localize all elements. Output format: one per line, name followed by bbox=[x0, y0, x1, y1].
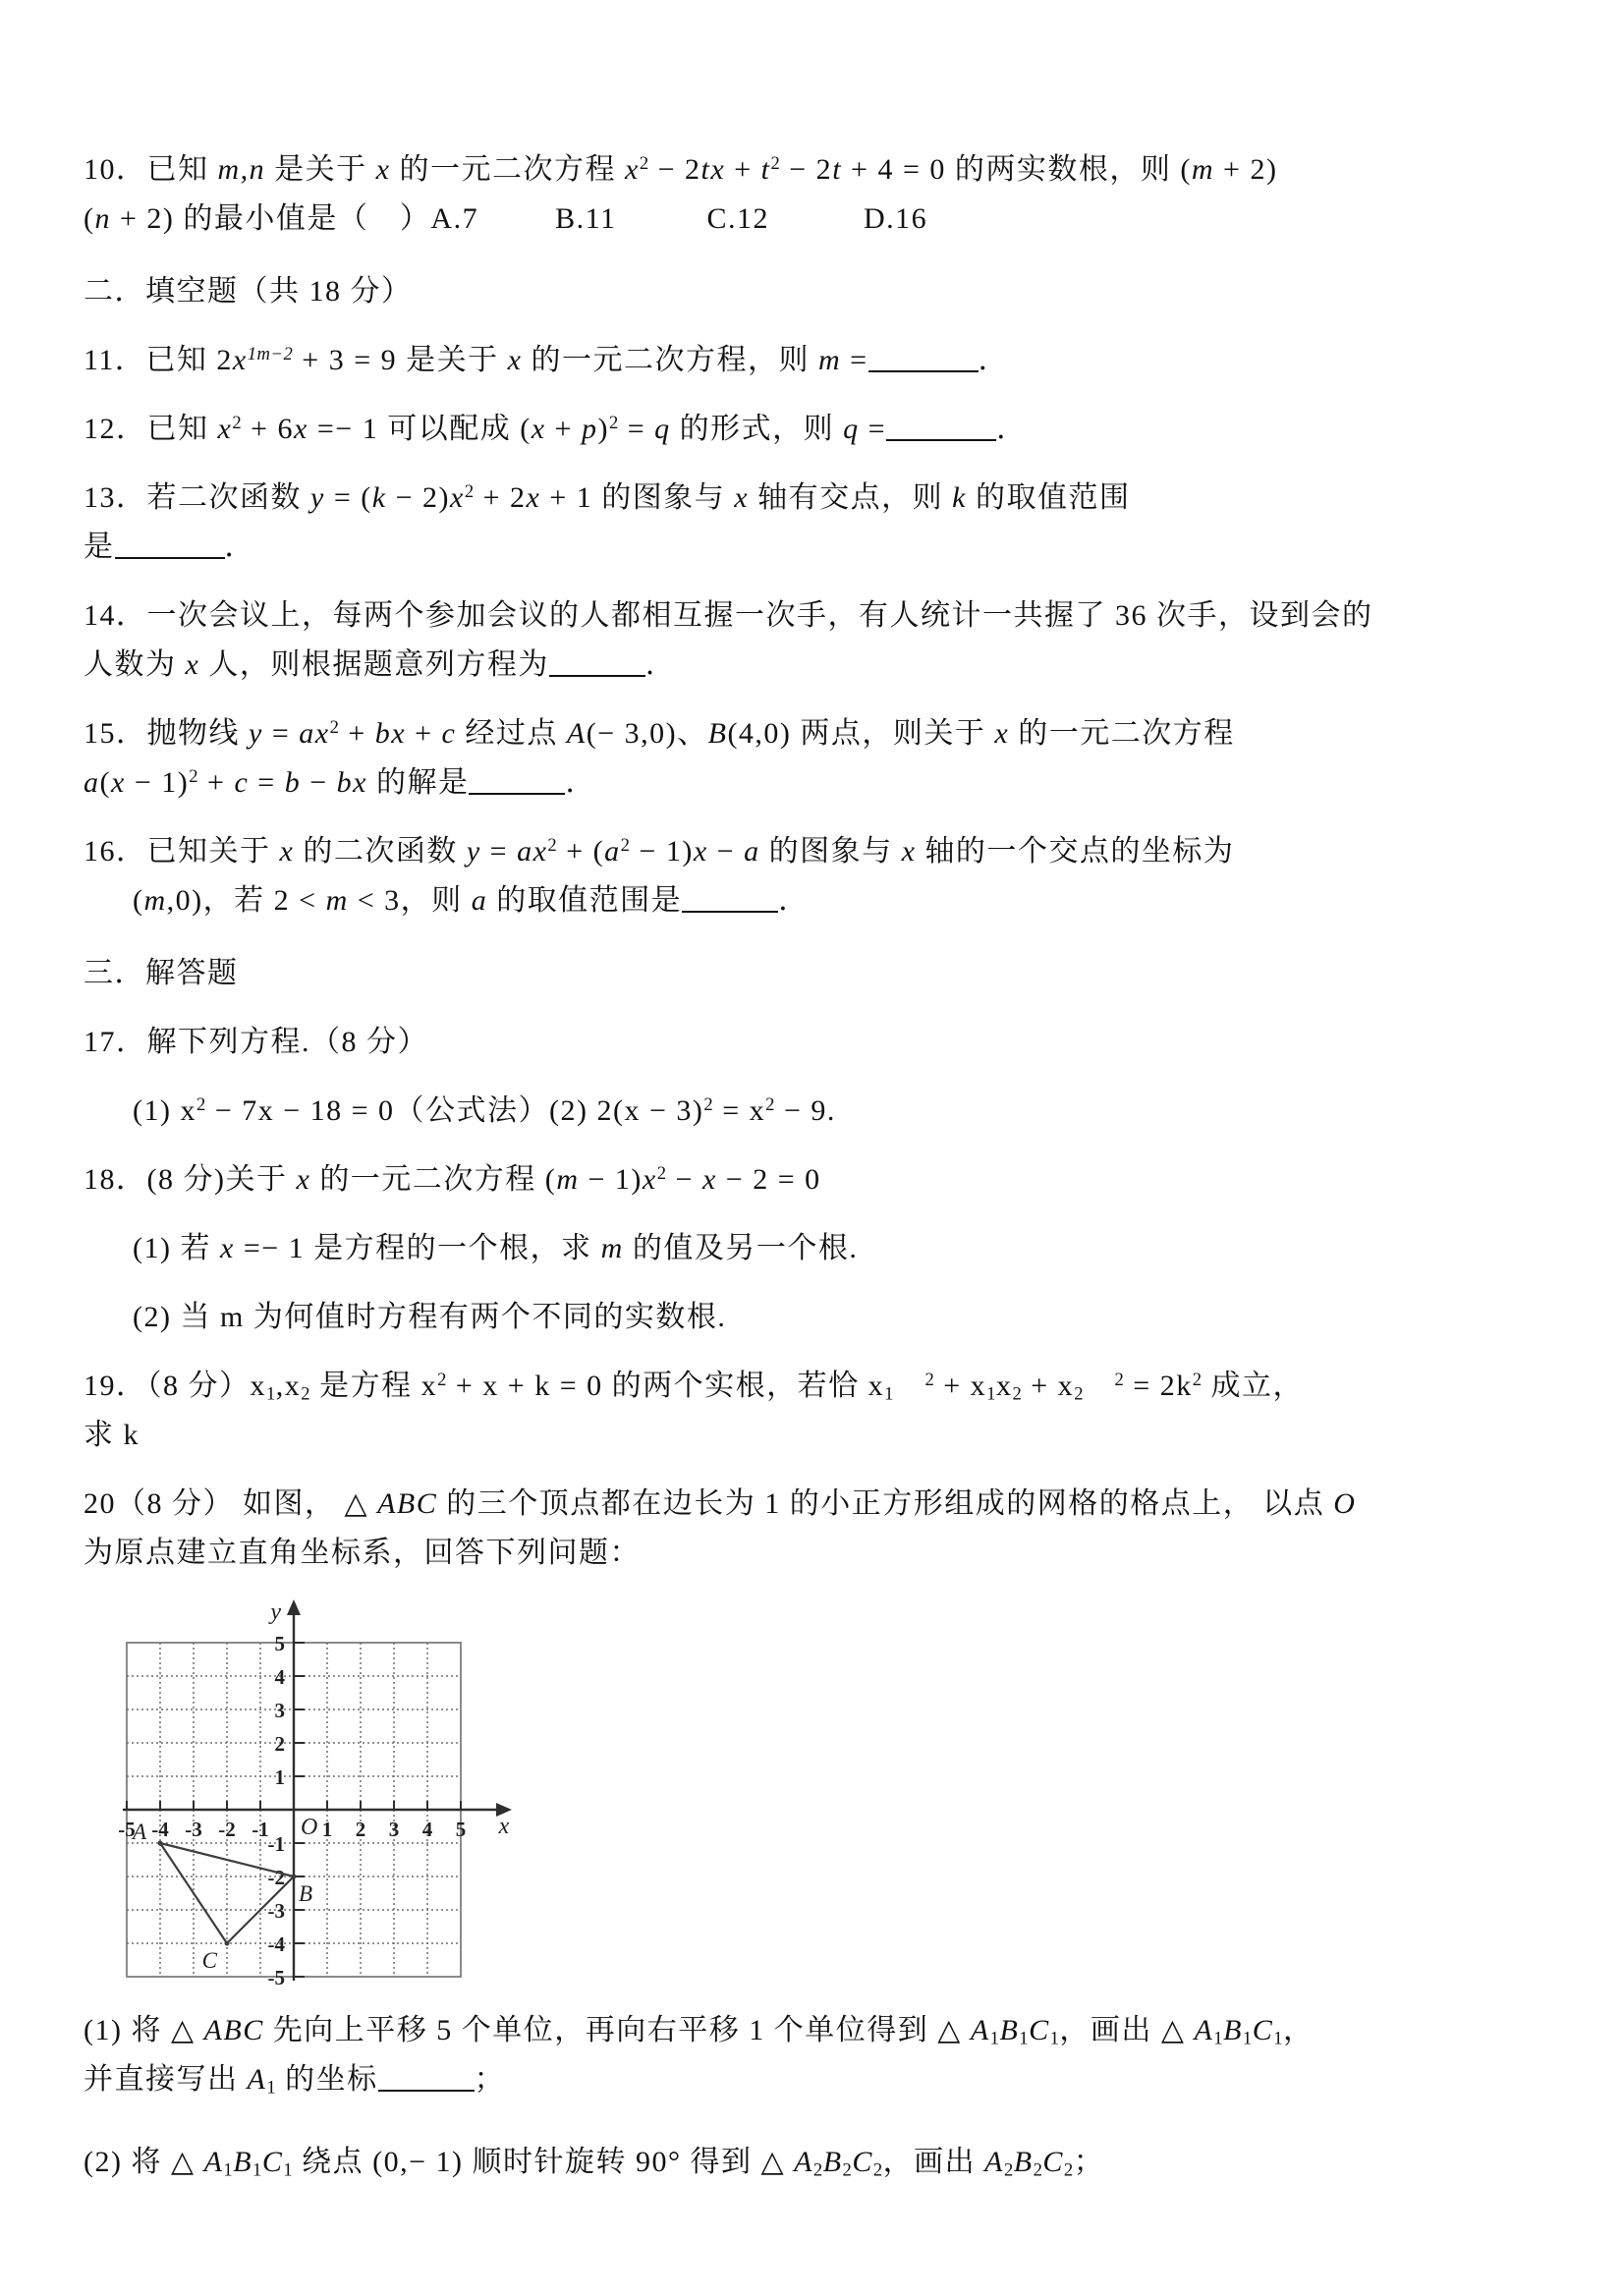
text-run: = bbox=[262, 717, 300, 750]
y-tick-label: 4 bbox=[274, 1665, 285, 1689]
q15-line1 bbox=[84, 709, 1546, 758]
math-var: ABC bbox=[203, 2014, 264, 2046]
text-run: + x bbox=[934, 1370, 987, 1402]
math-var: x bbox=[642, 1163, 657, 1196]
text-run: + 1 的图象与 bbox=[540, 481, 735, 514]
text-run: ． bbox=[778, 884, 810, 917]
text-run: ,0)，若 2 < bbox=[166, 884, 326, 917]
q12 bbox=[84, 405, 1546, 454]
text-run: + ( bbox=[557, 835, 605, 868]
math-var: m bbox=[600, 1232, 624, 1264]
text-run: ,x bbox=[275, 1370, 302, 1402]
math-var: x bbox=[507, 344, 523, 376]
math-var: x bbox=[375, 153, 391, 186]
text-run: 2 bbox=[924, 1369, 935, 1390]
document-body bbox=[84, 145, 1546, 2187]
math-var: O bbox=[1333, 1487, 1357, 1520]
text-run: 是方程 x bbox=[310, 1370, 438, 1402]
math-var: A bbox=[984, 2146, 1004, 2178]
answer-blank bbox=[868, 366, 979, 372]
math-var: m bbox=[143, 884, 167, 917]
text-run: (2) 当 m 为何值时方程有两个不同的实数根. bbox=[133, 1301, 727, 1333]
text-run: = 2k bbox=[1124, 1370, 1193, 1402]
text-run: + x + k = 0 的两个实根，若恰 x bbox=[446, 1370, 885, 1402]
text-run: 的值及另一个根. bbox=[623, 1232, 859, 1264]
text-run: ． bbox=[565, 766, 596, 799]
text-run: 13．若二次函数 bbox=[84, 481, 310, 514]
y-tick-label: -2 bbox=[267, 1866, 285, 1889]
text-run: 2 bbox=[656, 1162, 667, 1184]
text-run: 2 bbox=[329, 716, 340, 738]
math-var: x bbox=[531, 413, 546, 445]
x-tick-label: -4 bbox=[151, 1818, 169, 1841]
text-run: 2 bbox=[1074, 1383, 1084, 1405]
q20-line1 bbox=[84, 1480, 1546, 1529]
text-run: 2 bbox=[1003, 2159, 1014, 2181]
answer-blank bbox=[886, 435, 996, 441]
triangle-vertex-a bbox=[158, 1841, 163, 1846]
text-run: − bbox=[666, 1163, 702, 1196]
text-run: − 2 bbox=[648, 153, 701, 186]
math-var: t bbox=[832, 153, 843, 186]
math-var: A bbox=[566, 717, 587, 750]
text-run: 2 bbox=[1114, 1369, 1125, 1390]
q15-line2 bbox=[84, 758, 1546, 808]
math-var: A bbox=[794, 2146, 813, 2178]
text-run: = bbox=[618, 413, 655, 445]
text-run: 14．一次会议上，每两个参加会议的人都相互握一次手，有人统计一共握了 36 次手，设到会的 bbox=[84, 599, 1373, 632]
text-run: 为原点建立直角坐标系，回答下列问题： bbox=[84, 1537, 641, 1569]
answer-blank bbox=[549, 671, 645, 677]
math-var: A bbox=[247, 2063, 267, 2096]
text-run: 2 bbox=[842, 2159, 853, 2181]
math-var: n bbox=[94, 202, 111, 235]
q14-line1 bbox=[84, 591, 1546, 641]
y-tick-label: 3 bbox=[274, 1699, 285, 1722]
text-run: + 6 bbox=[242, 413, 295, 445]
text-run: − bbox=[301, 766, 337, 799]
q16-line2 bbox=[133, 876, 1546, 925]
math-var: B bbox=[1013, 2146, 1034, 2178]
text-run: 2 bbox=[812, 2159, 823, 2181]
text-run: 二．填空题（共 18 分） bbox=[84, 275, 413, 308]
math-var: m bbox=[325, 884, 349, 917]
text-run: 1 bbox=[986, 1383, 996, 1405]
q10-line2-options bbox=[84, 195, 1546, 244]
text-run: − 1) bbox=[125, 766, 190, 799]
text-run: 1 bbox=[223, 2159, 234, 2181]
text-run: 18．(8 分)关于 bbox=[84, 1163, 297, 1196]
q10-line1 bbox=[84, 145, 1546, 195]
coordinate-grid bbox=[87, 1584, 1546, 2000]
math-var: x bbox=[217, 413, 233, 445]
y-axis-label: y bbox=[270, 1599, 281, 1625]
text-run: 的取值范围 bbox=[966, 481, 1131, 514]
math-var: a bbox=[744, 835, 760, 868]
text-run: ) bbox=[597, 413, 609, 445]
math-var: q bbox=[654, 413, 671, 445]
math-var: a bbox=[471, 884, 488, 917]
text-run: (1) 若 bbox=[133, 1232, 220, 1264]
math-var: x bbox=[901, 835, 917, 868]
math-var: A bbox=[1194, 2014, 1214, 2046]
math-var: A bbox=[970, 2014, 990, 2046]
text-run: 的一元二次方程 bbox=[1009, 717, 1235, 750]
text-run: + bbox=[725, 153, 761, 186]
text-run: 2 bbox=[703, 1093, 714, 1115]
text-run: 2 bbox=[437, 1369, 447, 1390]
text-run: ，画出 △ bbox=[1059, 2014, 1195, 2046]
math-var: q bbox=[843, 413, 860, 445]
text-run: = bbox=[859, 413, 887, 445]
math-var: c bbox=[234, 766, 250, 799]
math-var: bx bbox=[374, 717, 407, 750]
math-var: x bbox=[625, 153, 640, 186]
math-var: y bbox=[310, 481, 325, 514]
text-run: 的形式，则 bbox=[670, 413, 844, 445]
math-var: x bbox=[232, 344, 248, 376]
vertex-label-a: A bbox=[132, 1820, 146, 1844]
text-run: + 4 = 0 的两实数根，则 ( bbox=[842, 153, 1192, 186]
math-var: B bbox=[707, 717, 728, 750]
text-run: 的取值范围是 bbox=[487, 884, 683, 917]
math-var: C bbox=[1252, 2014, 1274, 2046]
triangle-vertex-c bbox=[225, 1941, 230, 1946]
y-tick-label: -4 bbox=[267, 1932, 285, 1956]
text-run: 2 bbox=[872, 2159, 883, 2181]
x-tick-label: -2 bbox=[218, 1818, 236, 1841]
math-var: 1m−2 bbox=[247, 343, 294, 364]
x-tick-label: -5 bbox=[118, 1818, 136, 1841]
text-run: + bbox=[339, 717, 375, 750]
text-run: ( bbox=[84, 202, 95, 235]
text-run: = bbox=[249, 766, 285, 799]
text-run: 2 bbox=[639, 152, 649, 174]
text-run: B.11 bbox=[555, 202, 617, 235]
text-run bbox=[1084, 1370, 1115, 1402]
text-run: (4,0) 两点，则关于 bbox=[727, 717, 995, 750]
y-tick-label: 1 bbox=[274, 1765, 285, 1789]
text-run: 轴有交点，则 bbox=[749, 481, 953, 514]
text-run: 1 bbox=[252, 2159, 262, 2181]
math-var: x bbox=[111, 766, 126, 799]
text-run: (1) 将 △ bbox=[84, 2014, 204, 2046]
math-var: C bbox=[1029, 2014, 1050, 2046]
math-var: m bbox=[817, 344, 842, 376]
math-var: a bbox=[604, 835, 621, 868]
section-2-header bbox=[84, 267, 1546, 316]
y-tick-label: -5 bbox=[267, 1966, 285, 1989]
q19-line1 bbox=[84, 1362, 1546, 1411]
text-run: ． bbox=[224, 531, 255, 563]
y-tick-label: -1 bbox=[267, 1832, 285, 1856]
text-run: 的二次函数 bbox=[294, 835, 467, 868]
math-var: x bbox=[185, 648, 200, 681]
y-tick-label: 5 bbox=[274, 1632, 285, 1655]
x-tick-label: 3 bbox=[388, 1818, 400, 1841]
text-run: < 3，则 bbox=[348, 884, 472, 917]
text-run: ( bbox=[133, 884, 144, 917]
text-run: 成立， bbox=[1202, 1370, 1304, 1402]
math-var: m,n bbox=[217, 153, 266, 186]
text-run: ． bbox=[996, 413, 1028, 445]
text-run: = x bbox=[713, 1094, 766, 1127]
q17-parts bbox=[133, 1087, 1546, 1136]
text-run: 20（8 分） 如图， △ bbox=[84, 1487, 378, 1520]
text-run: 2 bbox=[196, 1093, 206, 1115]
text-run: 12．已知 bbox=[84, 413, 218, 445]
text-run: 1 bbox=[1049, 2028, 1060, 2049]
text-run: 是 bbox=[84, 531, 115, 563]
text-run: 轴的一个交点的坐标为 bbox=[916, 835, 1235, 868]
text-run: + 2) 的最小值是（ ）A.7 bbox=[111, 202, 479, 235]
text-run: 1 bbox=[1242, 2028, 1253, 2049]
math-var: p bbox=[581, 413, 598, 445]
text-run: =− 1 是方程的一个根，求 bbox=[234, 1232, 601, 1264]
text-run: 1 bbox=[266, 1383, 276, 1405]
text-run: ，画出 bbox=[882, 2146, 985, 2178]
text-run: − 1) bbox=[579, 1163, 643, 1196]
text-run: D.16 bbox=[864, 202, 928, 235]
text-run: 11．已知 2 bbox=[84, 344, 233, 376]
x-tick-label: 4 bbox=[421, 1818, 433, 1841]
text-run: = bbox=[480, 835, 518, 868]
math-var: y bbox=[249, 717, 263, 750]
text-run: 人，则根据题意列方程为 bbox=[199, 648, 549, 681]
text-run: 16．已知关于 bbox=[84, 835, 280, 868]
math-var: x bbox=[296, 1163, 311, 1196]
text-run: 的三个顶点都在边长为 1 的小正方形组成的网格的格点上， 以点 bbox=[437, 1487, 1334, 1520]
math-var: B bbox=[822, 2146, 843, 2178]
math-var: x bbox=[219, 1232, 235, 1264]
text-run: + x bbox=[1022, 1370, 1075, 1402]
math-var: x bbox=[450, 481, 465, 514]
text-run bbox=[894, 1370, 925, 1402]
x-axis-label: x bbox=[498, 1814, 510, 1839]
text-run: 2 bbox=[1012, 1383, 1023, 1405]
text-run: (1) x bbox=[133, 1094, 196, 1127]
origin-label: O bbox=[301, 1815, 318, 1840]
answer-blank bbox=[115, 553, 225, 559]
math-var: bx bbox=[336, 766, 367, 799]
text-run: C.12 bbox=[706, 202, 769, 235]
text-run: ． bbox=[978, 344, 1010, 376]
math-var: m bbox=[556, 1163, 580, 1196]
y-tick-label: -3 bbox=[267, 1899, 285, 1923]
text-run: 的一元二次方程 ( bbox=[310, 1163, 557, 1196]
text-run: 1 bbox=[989, 2028, 1000, 2049]
answer-blank bbox=[469, 789, 565, 795]
q20-sub2 bbox=[84, 2138, 1546, 2187]
text-run: (− 3,0)、 bbox=[586, 717, 708, 750]
text-run: 的图象与 bbox=[759, 835, 902, 868]
q13-line2 bbox=[84, 523, 1546, 572]
q16-line1 bbox=[84, 827, 1546, 876]
math-var: k bbox=[952, 481, 967, 514]
text-run: 2 bbox=[1033, 2159, 1043, 2181]
x-tick-label: -3 bbox=[185, 1818, 202, 1841]
q13-line1 bbox=[84, 474, 1546, 523]
math-var: x bbox=[701, 1163, 717, 1196]
text-run: (2) 将 △ bbox=[84, 2146, 204, 2178]
text-run: + 2) bbox=[1214, 153, 1278, 186]
text-run: 17．解下列方程.（8 分） bbox=[84, 1026, 428, 1058]
text-run: − 9. bbox=[774, 1094, 836, 1127]
text-run: 2 bbox=[608, 412, 619, 433]
text-run: 1 bbox=[884, 1383, 894, 1405]
text-run: + 2 bbox=[474, 481, 527, 514]
vertex-label-b: B bbox=[299, 1881, 313, 1906]
section-3-header bbox=[84, 949, 1546, 998]
text-run: = bbox=[841, 344, 868, 376]
text-run: 1 bbox=[283, 2159, 294, 2181]
vertex-label-c: C bbox=[201, 1948, 217, 1973]
text-run: − 2 = 0 bbox=[716, 1163, 821, 1196]
text-run: 绕点 (0,− 1) 顺时针旋转 90° 得到 △ bbox=[293, 2146, 795, 2178]
math-var: B bbox=[999, 2014, 1020, 2046]
text-run: 求 k bbox=[84, 1419, 140, 1451]
math-var: t bbox=[760, 153, 771, 186]
q19-line2 bbox=[84, 1411, 1546, 1460]
text-run: ； bbox=[1073, 2146, 1105, 2178]
x-tick-label: 5 bbox=[455, 1818, 467, 1841]
math-var: ABC bbox=[377, 1487, 438, 1520]
text-run: 经过点 bbox=[456, 717, 567, 750]
text-run: 1 bbox=[1273, 2028, 1284, 2049]
math-var: x bbox=[526, 481, 541, 514]
x-tick-label: 2 bbox=[355, 1818, 366, 1841]
q11 bbox=[84, 336, 1546, 385]
text-run: 10．已知 bbox=[84, 153, 218, 186]
math-var: x bbox=[994, 717, 1010, 750]
math-var: x bbox=[734, 481, 750, 514]
text-run: 2 bbox=[1063, 2159, 1074, 2181]
math-var: m bbox=[1191, 153, 1215, 186]
text-run: 三．解答题 bbox=[84, 957, 239, 989]
math-var: B bbox=[1223, 2014, 1243, 2046]
answer-blank bbox=[682, 907, 778, 913]
text-run: − 2 bbox=[780, 153, 833, 186]
text-run: =− 1 可以配成 ( bbox=[308, 413, 532, 445]
q20-sub1-line2 bbox=[84, 2055, 1546, 2104]
text-run: = ( bbox=[324, 481, 372, 514]
x-tick-label: 1 bbox=[321, 1818, 333, 1841]
text-run: 人数为 bbox=[84, 648, 186, 681]
text-run: 2 bbox=[464, 480, 475, 502]
text-run: − bbox=[707, 835, 745, 868]
text-run: ． bbox=[644, 648, 677, 681]
triangle-vertex-b bbox=[292, 1875, 297, 1879]
math-var: B bbox=[233, 2146, 253, 2178]
text-run: 1 bbox=[1019, 2028, 1030, 2049]
text-run: + bbox=[198, 766, 235, 799]
text-run: ( bbox=[99, 766, 111, 799]
math-var: c bbox=[441, 717, 457, 750]
text-run: 2 bbox=[620, 834, 631, 856]
text-run: ； bbox=[474, 2063, 506, 2096]
text-run: 15．抛物线 bbox=[84, 717, 249, 750]
q20-sub1-line1 bbox=[84, 2006, 1546, 2055]
text-run: 2 bbox=[770, 152, 781, 174]
text-run: 2 bbox=[232, 412, 243, 433]
q14-line2 bbox=[84, 641, 1546, 690]
text-run: 2 bbox=[189, 765, 199, 787]
text-run: 的一元二次方程 bbox=[390, 153, 625, 186]
math-var: x bbox=[693, 835, 708, 868]
text-run: + 3 = 9 是关于 bbox=[293, 344, 508, 376]
math-var: k bbox=[371, 481, 387, 514]
x-tick-label: -1 bbox=[252, 1818, 269, 1841]
text-run: − 7x − 18 = 0（公式法）(2) 2(x − 3) bbox=[205, 1094, 704, 1127]
text-run: 的坐标 bbox=[276, 2063, 378, 2096]
text-run: − 2) bbox=[386, 481, 450, 514]
math-var: ax bbox=[517, 835, 548, 868]
math-var: x bbox=[279, 835, 295, 868]
math-var: C bbox=[852, 2146, 873, 2178]
text-run: 1 bbox=[266, 2077, 277, 2099]
text-run: 的解是 bbox=[366, 766, 470, 799]
text-run: 先向上平移 5 个单位，再向右平移 1 个单位得到 △ bbox=[263, 2014, 971, 2046]
text-run: − 1) bbox=[630, 835, 694, 868]
text-run: 2 bbox=[765, 1093, 775, 1115]
math-var: b bbox=[284, 766, 302, 799]
y-tick-label: 2 bbox=[274, 1732, 285, 1756]
math-var: a bbox=[84, 766, 100, 799]
q18-part2 bbox=[133, 1293, 1546, 1342]
text-run: ， bbox=[1283, 2014, 1315, 2046]
answer-blank bbox=[378, 2086, 475, 2092]
text-run: + bbox=[545, 413, 582, 445]
math-var: ax bbox=[299, 717, 330, 750]
q18 bbox=[84, 1155, 1546, 1204]
math-var: y bbox=[466, 835, 481, 868]
math-var: C bbox=[261, 2146, 284, 2178]
text-run: 2 bbox=[547, 834, 558, 856]
text-run: 1 bbox=[1213, 2028, 1224, 2049]
math-var: tx bbox=[700, 153, 726, 186]
math-var: C bbox=[1042, 2146, 1064, 2178]
text-run: 并直接写出 bbox=[84, 2063, 248, 2096]
math-var: x bbox=[294, 413, 308, 445]
text-run: + bbox=[406, 717, 442, 750]
text-run: 19．（8 分）x bbox=[84, 1370, 266, 1402]
q20-line2 bbox=[84, 1529, 1546, 1578]
text-run: 2 bbox=[1192, 1369, 1203, 1390]
text-run: 是关于 bbox=[265, 153, 376, 186]
text-run: x bbox=[995, 1370, 1013, 1402]
y-axis-arrow bbox=[287, 1599, 301, 1615]
grid-svg bbox=[87, 1584, 532, 2000]
math-var: A bbox=[203, 2146, 224, 2178]
q18-part1 bbox=[133, 1224, 1546, 1273]
text-run: 的一元二次方程，则 bbox=[522, 344, 818, 376]
q17 bbox=[84, 1018, 1546, 1067]
text-run: 2 bbox=[301, 1383, 311, 1405]
